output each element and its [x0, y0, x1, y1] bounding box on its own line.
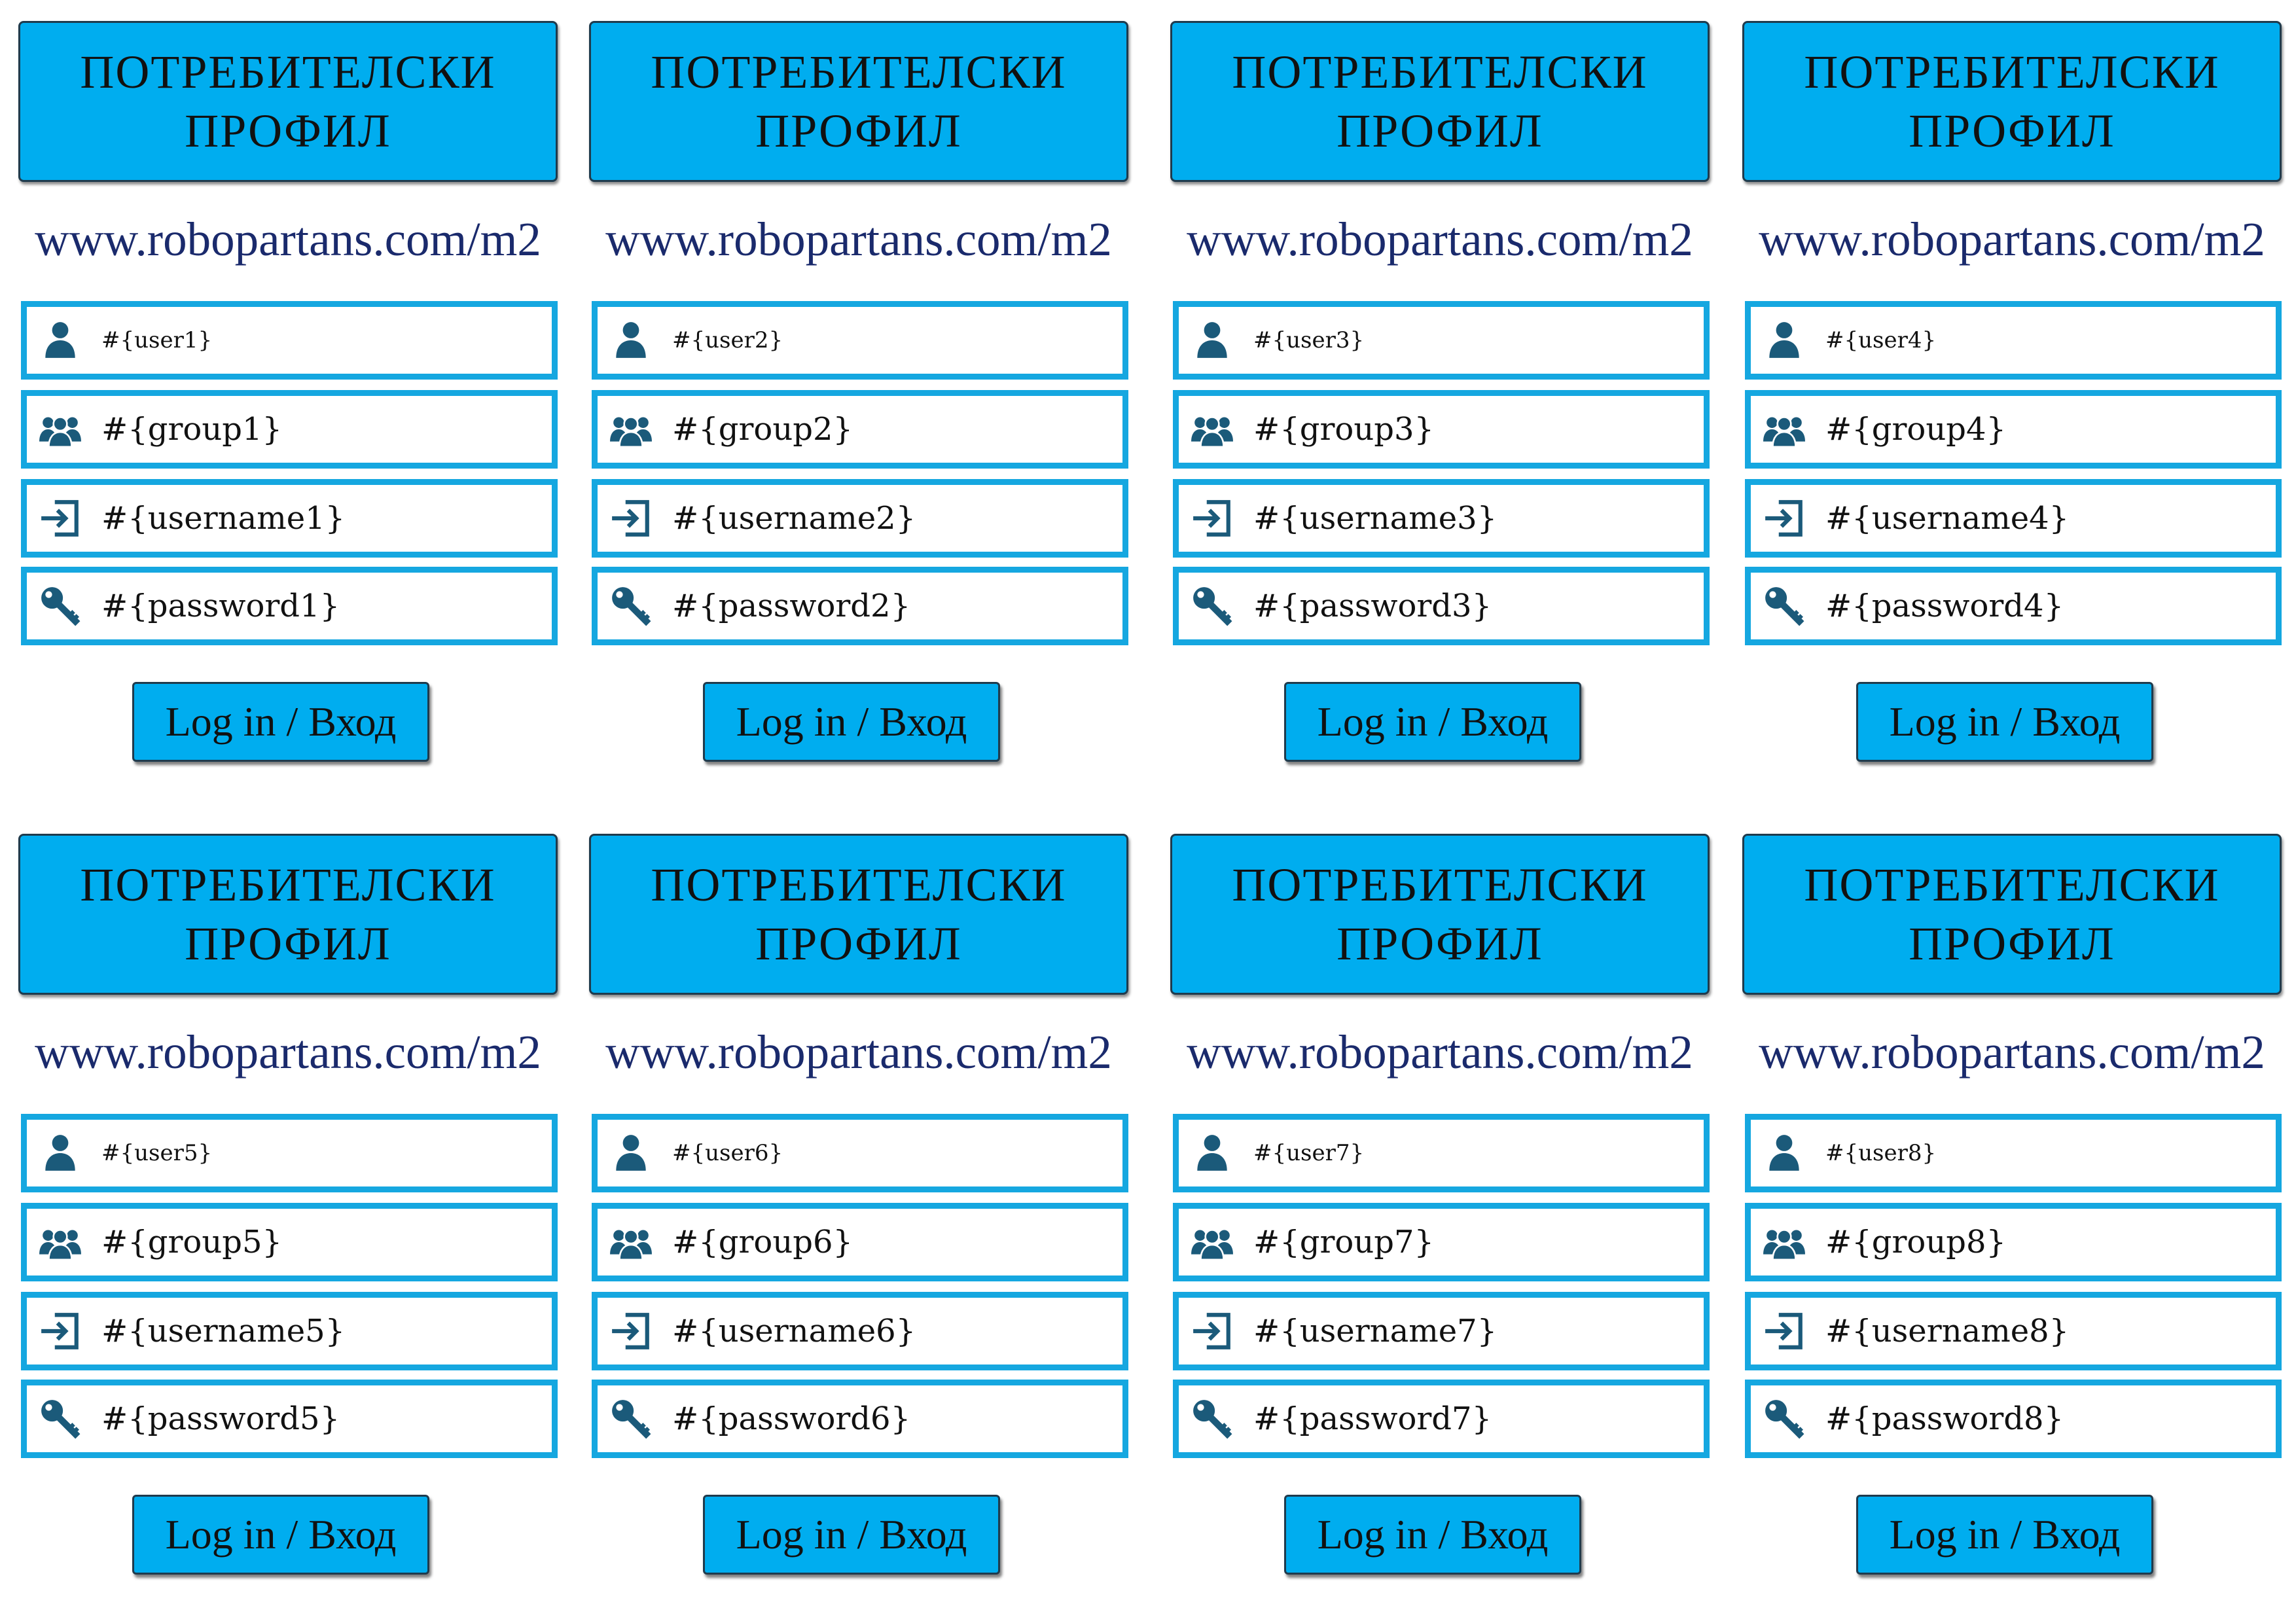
- password-field[interactable]: [1745, 567, 2282, 645]
- login-icon: [609, 1310, 653, 1353]
- group-icon: [609, 408, 653, 451]
- card-header: [1742, 21, 2282, 182]
- group-field[interactable]: [21, 390, 558, 469]
- user-field[interactable]: [1173, 301, 1710, 380]
- user-icon: [1191, 1132, 1234, 1175]
- user-icon: [1191, 319, 1234, 362]
- password-value: #{password2}: [672, 588, 911, 624]
- user-icon: [1763, 319, 1806, 362]
- user-value: #{user8}: [1825, 1140, 1937, 1166]
- header-title-line2: ПРОФИЛ: [1909, 918, 2115, 970]
- header-title-line2: ПРОФИЛ: [755, 918, 962, 970]
- site-url[interactable]: www.robopartans.com/m2: [1187, 213, 1693, 266]
- username-value: #{username2}: [672, 500, 916, 537]
- user-value: #{user2}: [672, 327, 783, 353]
- group-icon: [1191, 1221, 1234, 1264]
- username-value: #{username6}: [672, 1313, 916, 1349]
- login-icon: [1191, 497, 1234, 540]
- group-field[interactable]: [1745, 1203, 2282, 1281]
- profile-card-8: [1742, 834, 2282, 1606]
- key-icon: [1763, 1397, 1806, 1440]
- user-field[interactable]: [1745, 301, 2282, 380]
- key-icon: [1191, 1397, 1234, 1440]
- group-value: #{group7}: [1253, 1224, 1435, 1260]
- header-title-line1: ПОТРЕБИТЕЛСКИ: [1804, 46, 2220, 98]
- user-field[interactable]: [1745, 1114, 2282, 1192]
- user-icon: [39, 319, 82, 362]
- profile-card-2: [589, 21, 1128, 793]
- password-field[interactable]: [592, 1380, 1128, 1458]
- user-icon: [609, 1132, 653, 1175]
- group-icon: [39, 408, 82, 451]
- login-button[interactable]: Log in / Вход: [1856, 682, 2153, 762]
- key-icon: [609, 584, 653, 628]
- login-button[interactable]: Log in / Вход: [1284, 1495, 1581, 1575]
- user-value: #{user1}: [101, 327, 213, 353]
- profile-card-5: [18, 834, 558, 1606]
- header-title-line1: ПОТРЕБИТЕЛСКИ: [1804, 859, 2220, 911]
- header-title-line1: ПОТРЕБИТЕЛСКИ: [80, 859, 496, 911]
- login-icon: [609, 497, 653, 540]
- user-field[interactable]: [592, 301, 1128, 380]
- key-icon: [39, 1397, 82, 1440]
- header-title-line1: ПОТРЕБИТЕЛСКИ: [651, 46, 1067, 98]
- site-url[interactable]: www.robopartans.com/m2: [1187, 1026, 1693, 1079]
- user-icon: [39, 1132, 82, 1175]
- key-icon: [1763, 584, 1806, 628]
- group-field[interactable]: [1173, 390, 1710, 469]
- username-field[interactable]: [592, 479, 1128, 558]
- password-field[interactable]: [21, 567, 558, 645]
- group-field[interactable]: [592, 390, 1128, 469]
- card-header: [1170, 21, 1710, 182]
- key-icon: [39, 584, 82, 628]
- password-field[interactable]: [592, 567, 1128, 645]
- profile-card-6: [589, 834, 1128, 1606]
- key-icon: [609, 1397, 653, 1440]
- group-field[interactable]: [1173, 1203, 1710, 1281]
- username-value: #{username7}: [1253, 1313, 1498, 1349]
- username-field[interactable]: [1745, 479, 2282, 558]
- login-icon: [1763, 1310, 1806, 1353]
- header-title-line2: ПРОФИЛ: [1336, 105, 1543, 157]
- user-icon: [1763, 1132, 1806, 1175]
- header-title-line2: ПРОФИЛ: [1909, 105, 2115, 157]
- user-field[interactable]: [1173, 1114, 1710, 1192]
- username-value: #{username1}: [101, 500, 346, 537]
- password-value: #{password3}: [1253, 588, 1492, 624]
- login-icon: [39, 497, 82, 540]
- username-value: #{username3}: [1253, 500, 1498, 537]
- group-icon: [1763, 408, 1806, 451]
- group-value: #{group5}: [101, 1224, 283, 1260]
- header-title-line2: ПРОФИЛ: [1336, 918, 1543, 970]
- login-icon: [1763, 497, 1806, 540]
- login-button[interactable]: Log in / Вход: [132, 682, 429, 762]
- site-url[interactable]: www.robopartans.com/m2: [1759, 1026, 2265, 1079]
- group-value: #{group8}: [1825, 1224, 2007, 1260]
- header-title-line1: ПОТРЕБИТЕЛСКИ: [80, 46, 496, 98]
- username-field[interactable]: [21, 479, 558, 558]
- group-value: #{group6}: [672, 1224, 853, 1260]
- group-value: #{group2}: [672, 411, 853, 448]
- group-icon: [39, 1221, 82, 1264]
- site-url[interactable]: www.robopartans.com/m2: [1759, 213, 2265, 266]
- card-header: [1742, 834, 2282, 995]
- header-title-line1: ПОТРЕБИТЕЛСКИ: [651, 859, 1067, 911]
- group-icon: [609, 1221, 653, 1264]
- login-button[interactable]: Log in / Вход: [1284, 682, 1581, 762]
- password-value: #{password7}: [1253, 1400, 1492, 1437]
- header-title-line2: ПРОФИЛ: [185, 105, 391, 157]
- user-field[interactable]: [592, 1114, 1128, 1192]
- profile-card-1: [18, 21, 558, 793]
- login-icon: [39, 1310, 82, 1353]
- user-icon: [609, 319, 653, 362]
- login-button[interactable]: Log in / Вход: [703, 682, 1000, 762]
- card-header: [589, 21, 1128, 182]
- login-button[interactable]: Log in / Вход: [703, 1495, 1000, 1575]
- header-title-line2: ПРОФИЛ: [755, 105, 962, 157]
- username-value: #{username8}: [1825, 1313, 2070, 1349]
- username-field[interactable]: [592, 1292, 1128, 1370]
- card-header: [1170, 834, 1710, 995]
- password-value: #{password8}: [1825, 1400, 2064, 1437]
- username-value: #{username4}: [1825, 500, 2070, 537]
- username-field[interactable]: [1173, 1292, 1710, 1370]
- password-value: #{password1}: [101, 588, 340, 624]
- password-value: #{password6}: [672, 1400, 911, 1437]
- group-value: #{group4}: [1825, 411, 2007, 448]
- password-value: #{password4}: [1825, 588, 2064, 624]
- group-value: #{group1}: [101, 411, 283, 448]
- site-url[interactable]: www.robopartans.com/m2: [35, 1026, 541, 1079]
- site-url[interactable]: www.robopartans.com/m2: [605, 213, 1112, 266]
- card-header: [18, 21, 558, 182]
- group-field[interactable]: [21, 1203, 558, 1281]
- login-button[interactable]: Log in / Вход: [132, 1495, 429, 1575]
- site-url[interactable]: www.robopartans.com/m2: [35, 213, 541, 266]
- profile-card-7: [1170, 834, 1710, 1606]
- username-field[interactable]: [21, 1292, 558, 1370]
- profile-card-3: [1170, 21, 1710, 793]
- login-button[interactable]: Log in / Вход: [1856, 1495, 2153, 1575]
- login-icon: [1191, 1310, 1234, 1353]
- group-value: #{group3}: [1253, 411, 1435, 448]
- user-value: #{user3}: [1253, 327, 1365, 353]
- site-url[interactable]: www.robopartans.com/m2: [605, 1026, 1112, 1079]
- key-icon: [1191, 584, 1234, 628]
- user-value: #{user4}: [1825, 327, 1937, 353]
- header-title-line2: ПРОФИЛ: [185, 918, 391, 970]
- user-field[interactable]: [21, 1114, 558, 1192]
- password-field[interactable]: [1173, 1380, 1710, 1458]
- password-value: #{password5}: [101, 1400, 340, 1437]
- header-title-line1: ПОТРЕБИТЕЛСКИ: [1232, 859, 1648, 911]
- group-icon: [1763, 1221, 1806, 1264]
- user-value: #{user6}: [672, 1140, 783, 1166]
- username-field[interactable]: [1745, 1292, 2282, 1370]
- header-title-line1: ПОТРЕБИТЕЛСКИ: [1232, 46, 1648, 98]
- group-field[interactable]: [592, 1203, 1128, 1281]
- password-field[interactable]: [1173, 567, 1710, 645]
- user-field[interactable]: [21, 301, 558, 380]
- group-icon: [1191, 408, 1234, 451]
- password-field[interactable]: [1745, 1380, 2282, 1458]
- profile-card-4: [1742, 21, 2282, 793]
- password-field[interactable]: [21, 1380, 558, 1458]
- user-value: #{user7}: [1253, 1140, 1365, 1166]
- username-field[interactable]: [1173, 479, 1710, 558]
- card-header: [18, 834, 558, 995]
- username-value: #{username5}: [101, 1313, 346, 1349]
- card-header: [589, 834, 1128, 995]
- group-field[interactable]: [1745, 390, 2282, 469]
- user-value: #{user5}: [101, 1140, 213, 1166]
